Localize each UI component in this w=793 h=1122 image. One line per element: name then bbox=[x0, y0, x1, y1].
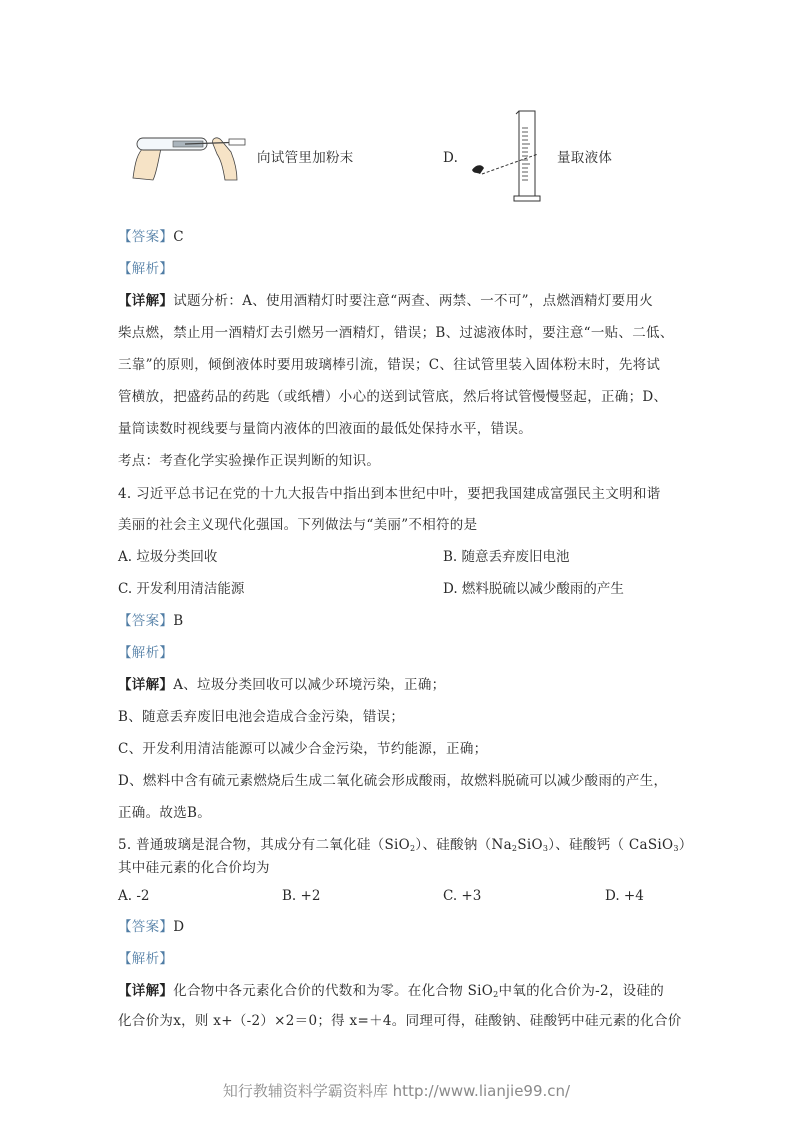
q3-detail-line-3: 三靠”的原则，倾倒液体时要用玻璃棒引流，错误；C、往试管里装入固体粉末时，先将试 bbox=[118, 357, 661, 373]
answer-tag: 【答案】 bbox=[118, 613, 174, 629]
q4-detail-line-1: 【详解】A、垃圾分类回收可以减少环境污染，正确； bbox=[118, 677, 446, 693]
test-tube-powder-illustration bbox=[125, 118, 250, 183]
q3-detail-line-4: 管横放，把盛药品的药匙（或纸槽）小心的送到试管底，然后将试管慢慢竖起，正确；D、 bbox=[118, 389, 668, 405]
detail-tag: 【详解】 bbox=[118, 293, 174, 309]
q4-option-d: D. 燃料脱硫以减少酸雨的产生 bbox=[443, 581, 624, 597]
q5-detail-line-2: 化合价为x，则 x+（-2）×2＝0；得 x=＋4。同理可得，硅酸钠、硅酸钙中硅元素的化合价 bbox=[118, 1013, 682, 1029]
detail-tag: 【详解】 bbox=[118, 677, 174, 693]
footer-watermark: 知行教辅资料学霸资料库 http://www.lianjie99.cn/ bbox=[222, 1082, 571, 1100]
q3-answer-value: C bbox=[173, 229, 184, 245]
q4-option-b: B. 随意丢弃废旧电池 bbox=[443, 549, 570, 565]
answer-tag: 【答案】 bbox=[118, 229, 174, 245]
q4-option-c: C. 开发利用清洁能源 bbox=[118, 581, 245, 597]
analysis-tag: 【解析】 bbox=[118, 951, 174, 967]
q3-detail-line-5: 量筒读数时视线要与量筒内液体的凹液面的最低处保持水平，错误。 bbox=[118, 421, 532, 437]
q5-option-d: D. +4 bbox=[605, 888, 644, 904]
q3-kaodian: 考点：考查化学实验操作正误判断的知识。 bbox=[118, 453, 381, 469]
q5-answer-value: D bbox=[173, 919, 185, 935]
q4-stem-line-1: 4. 习近平总书记在党的十九大报告中指出到本世纪中叶，要把我国建成富强民主文明和谐 bbox=[118, 486, 661, 502]
q4-analysis-heading bbox=[118, 644, 173, 662]
q3-answer bbox=[118, 228, 184, 246]
figure-c-caption: 向试管里加粉末 bbox=[257, 150, 354, 166]
figure-d-prefix: D. bbox=[443, 150, 459, 166]
q5-detail-line-1: 【详解】化合物中各元素化合价的代数和为零。在化合物 SiO$_2$中氧的化合价为-2，设硅的 bbox=[118, 983, 665, 999]
q3-detail-line-1: 【详解】试题分析：A、使用酒精灯时要注意“两查、两禁、一不可”，点燃酒精灯要用火 bbox=[118, 293, 654, 309]
q5-option-c: C. +3 bbox=[443, 888, 482, 904]
q5-answer bbox=[118, 918, 184, 936]
q3-analysis-heading bbox=[118, 260, 173, 278]
q5-option-a: A. -2 bbox=[118, 888, 150, 904]
q4-option-a: A. 垃圾分类回收 bbox=[118, 549, 218, 565]
q5-option-b: B. +2 bbox=[282, 888, 321, 904]
q3-detail-line-2: 柴点燃，禁止用一酒精灯去引燃另一酒精灯，错误；B、过滤液体时，要注意“一贴、二低、 bbox=[118, 325, 674, 341]
detail-tag: 【详解】 bbox=[118, 983, 174, 999]
q4-answer bbox=[118, 612, 183, 630]
q4-stem-line-2: 美丽的社会主义现代化强国。下列做法与“美丽”不相符的是 bbox=[118, 517, 478, 533]
analysis-tag: 【解析】 bbox=[118, 261, 174, 277]
graduated-cylinder-illustration bbox=[470, 108, 555, 208]
q4-detail-line-3: C、开发利用清洁能源可以减少合金污染，节约能源，正确； bbox=[118, 741, 488, 757]
q4-detail-line-5: 正确。故选B。 bbox=[118, 805, 212, 821]
q4-detail-line-4: D、燃料中含有硫元素燃烧后生成二氧化硫会形成酸雨，故燃料脱硫可以减少酸雨的产生， bbox=[118, 773, 668, 789]
q4-detail-line-2: B、随意丢弃废旧电池会造成合金污染，错误； bbox=[118, 709, 405, 725]
q5-stem-line-2: 其中硅元素的化合价均为 bbox=[118, 860, 270, 876]
figure-d-caption: 量取液体 bbox=[557, 150, 613, 166]
q5-stem-line-1: 5. 普通玻璃是混合物，其成分有二氧化硅（SiO$_2$）、硅酸钠$(Na_2SiO_3)$、硅酸钙（ CaSiO$_3$） bbox=[118, 837, 693, 853]
q5-analysis-heading bbox=[118, 950, 173, 968]
answer-tag: 【答案】 bbox=[118, 919, 174, 935]
analysis-tag: 【解析】 bbox=[118, 645, 174, 661]
q4-answer-value: B bbox=[173, 613, 184, 629]
